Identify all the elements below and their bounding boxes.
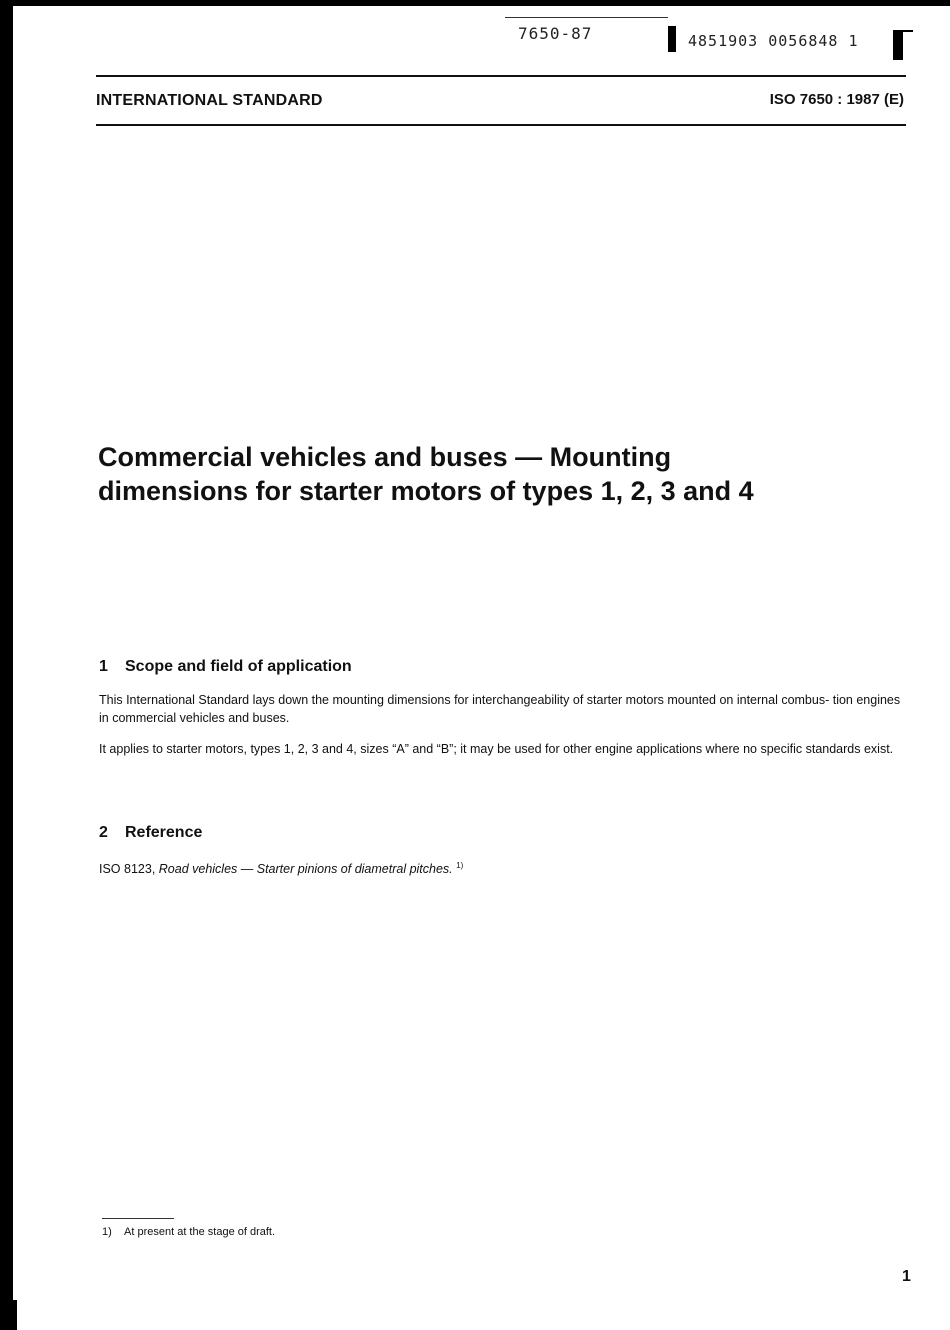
corner-mark-bar bbox=[893, 32, 903, 60]
header-rule-top bbox=[96, 75, 906, 77]
section-1-paragraph-1: This International Standard lays down the mounting dimensions for interchangeability of starter motors mounted on internal combus- tion engines in commercial vehicles and buses. bbox=[99, 693, 901, 725]
title-line-2: dimensions for starter motors of types 1, 2, 3 and 4 bbox=[98, 476, 754, 506]
page-number: 1 bbox=[902, 1268, 911, 1285]
section-title: Scope and field of application bbox=[125, 658, 352, 675]
footnote bbox=[102, 1226, 275, 1238]
reference-entry bbox=[99, 857, 911, 878]
footnote-number: 1) bbox=[102, 1226, 112, 1238]
header-standard-number: ISO 7650 : 1987 (E) bbox=[769, 91, 904, 108]
footnote-marker: 1) bbox=[456, 861, 464, 870]
section-title: Reference bbox=[125, 824, 203, 841]
scan-border-left bbox=[0, 0, 13, 1330]
section-number: 2 bbox=[99, 824, 108, 841]
section-2-heading bbox=[99, 824, 202, 842]
reference-prefix: ISO 8123, bbox=[99, 862, 159, 877]
footnote-rule bbox=[102, 1218, 174, 1219]
scan-border-top bbox=[0, 0, 950, 6]
stamp-document-code: 7650-87 bbox=[518, 24, 593, 43]
stamp-underline bbox=[505, 17, 668, 18]
reference-title: Road vehicles — Starter pinions of diametral pitches. bbox=[158, 862, 453, 877]
document-title bbox=[98, 440, 878, 508]
footnote-text: At present at the stage of draft. bbox=[124, 1226, 276, 1238]
title-line-1: Commercial vehicles and buses — Mounting bbox=[98, 442, 672, 472]
section-number: 1 bbox=[99, 658, 108, 675]
header-rule-bottom bbox=[96, 124, 906, 126]
scan-border-notch bbox=[13, 1300, 17, 1330]
section-1-paragraph-2: It applies to starter motors, types 1, 2, 3 and 4, sizes “A” and “B”; it may be used for other engine applications where no specific standards exist. bbox=[99, 742, 894, 756]
header-label: INTERNATIONAL STANDARD bbox=[96, 92, 323, 109]
section-1-heading bbox=[99, 658, 352, 676]
stamp-catalog-number: 4851903 0056848 1 bbox=[688, 32, 859, 50]
stamp-marker-bar bbox=[668, 26, 676, 52]
